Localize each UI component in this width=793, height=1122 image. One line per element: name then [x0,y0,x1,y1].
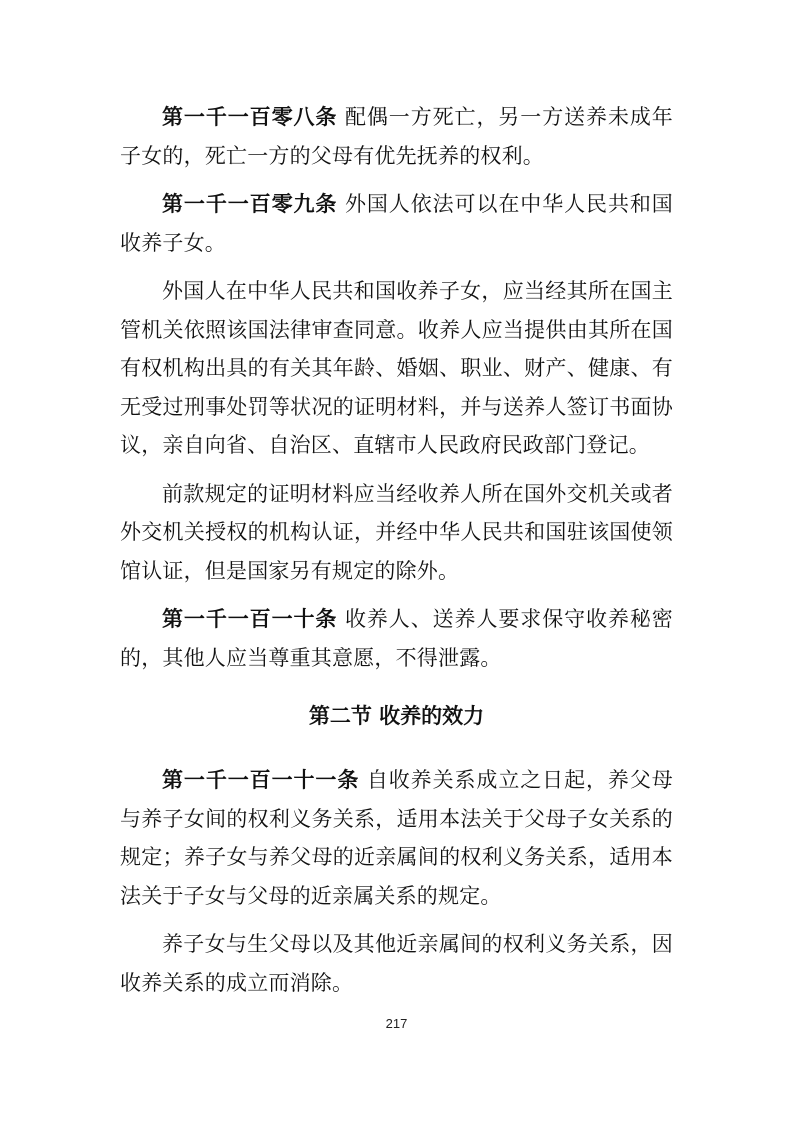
paragraph: 前款规定的证明材料应当经收养人所在国外交机关或者外交机关授权的机构认证，并经中华人民共和国驻该国使领馆认证，但是国家另有规定的除外。 [120,481,673,583]
paragraph: 外国人在中华人民共和国收养子女，应当经其所在国主管机关依照该国法律审查同意。收养人应当提供由其所在国有权机构出具的有关其年龄、婚姻、职业、财产、健康、有无受过刑事处罚等状况的证明材料，并与送养人签订书面协议，亲自向省、自治区、直辖市人民政府民政部门登记。 [120,279,673,457]
article-number: 第一千一百一十条 [162,607,338,631]
document-body [120,98,673,1012]
article-text: 配偶一方死亡，另一方送养未成年子女的，死亡一方的父母有优先抚养的权利。 [120,105,673,168]
paragraph: 养子女与生父母以及其他近亲属间的权利义务关系，因收养关系的成立而消除。 [120,932,673,995]
article-number: 第一千一百零八条 [162,105,338,129]
page-number: 217 [385,1016,408,1031]
article-1109 [120,185,673,262]
article-number: 第一千一百一十一条 [162,768,360,792]
article-text: 自收养关系成立之日起，养父母与养子女间的权利义务关系，适用本法关于父母子女关系的规定；养子女与养父母的近亲属间的权利义务关系，适用本法关于子女与父母的近亲属关系的规定。 [120,768,673,908]
section-heading: 第二节 收养的效力 [308,704,485,728]
article-text: 收养人、送养人要求保守收养秘密的，其他人应当尊重其意愿，不得泄露。 [120,607,673,670]
article-1110 [120,600,673,677]
article-1108 [120,98,673,175]
article-text: 外国人依法可以在中华人民共和国收养子女。 [120,192,673,255]
article-1111 [120,761,673,915]
article-number: 第一千一百零九条 [162,192,338,216]
